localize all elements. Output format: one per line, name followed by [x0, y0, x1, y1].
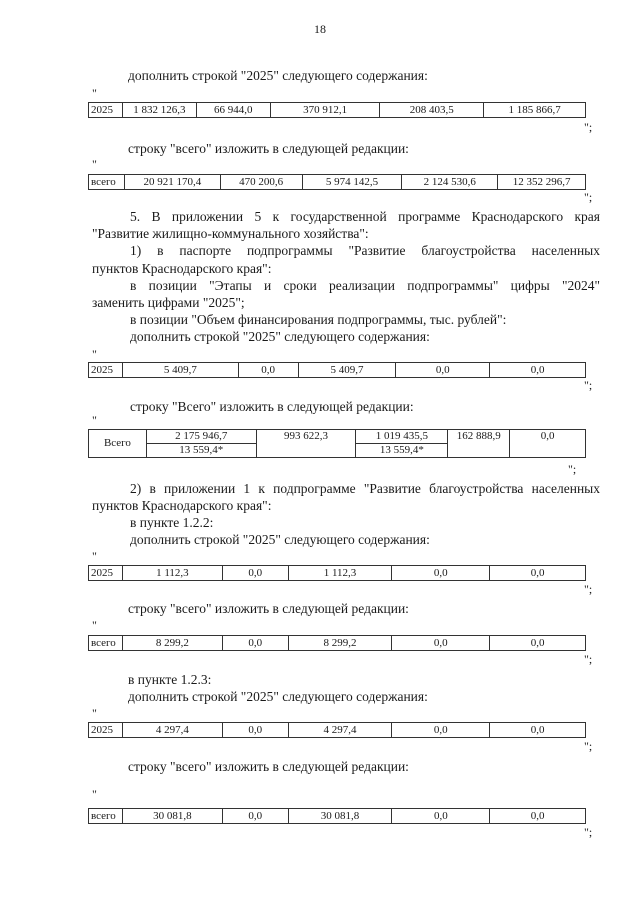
table-total-row: [88, 429, 586, 458]
table-cell: 0,0: [222, 566, 288, 581]
total-row-text: строку "всего" изложить в следующей редакции:: [128, 601, 409, 616]
quote-close: ";: [568, 462, 577, 476]
page-number: 18: [314, 22, 326, 36]
para5-line4: пунктов Краснодарского края":: [92, 261, 272, 276]
quote-close: ";: [584, 739, 593, 753]
table-cell: 0,0: [490, 723, 586, 738]
table-cell: 0,0: [222, 809, 288, 824]
table-cell: 4 297,4: [122, 723, 222, 738]
table-cell: 0,0: [392, 566, 490, 581]
table-total-row: [88, 808, 586, 824]
add-row-2025-text: дополнить строкой "2025" следующего содержания:: [128, 68, 428, 83]
table-row: [89, 723, 586, 738]
table-cell: 2025: [89, 103, 123, 118]
table-cell: 0,0: [490, 566, 586, 581]
table-cell: 1 019 435,5: [356, 430, 448, 444]
add-row-2025-text: дополнить строкой "2025" следующего содержания:: [130, 532, 430, 547]
add-row-2025-text: дополнить строкой "2025" следующего содержания:: [130, 329, 430, 344]
table-row: [89, 363, 586, 378]
total-row-text: строку "всего" изложить в следующей редакции:: [128, 141, 409, 156]
table-cell: 0,0: [222, 636, 288, 651]
quote-open: ": [92, 549, 97, 563]
para2-line2: пунктов Краснодарского края":: [92, 498, 272, 513]
table-cell: 1 832 126,3: [122, 103, 196, 118]
table-cell: 0,0: [222, 723, 288, 738]
table-cell: 1 112,3: [288, 566, 392, 581]
para5-line3: 1) в паспорте подпрограммы "Развитие благоустройства населенных: [130, 243, 600, 258]
para5-line7: в позиции "Объем финансирования подпрограммы, тыс. рублей":: [130, 312, 507, 327]
table-cell: всего: [89, 809, 123, 824]
table-cell: 208 403,5: [380, 103, 484, 118]
table-cell: 0,0: [238, 363, 298, 378]
para5-line1: 5. В приложении 5 к государственной программе Краснодарского края: [130, 209, 600, 224]
table-cell: 0,0: [490, 636, 586, 651]
table-cell: всего: [89, 636, 123, 651]
table-cell: 370 912,1: [270, 103, 380, 118]
table-cell: 2025: [89, 566, 123, 581]
quote-close: ";: [584, 378, 593, 392]
table-cell: 2025: [89, 363, 123, 378]
quote-open: ": [92, 787, 97, 801]
quote-close: ";: [584, 582, 593, 596]
table-cell: 66 944,0: [196, 103, 270, 118]
table-cell: 1 185 866,7: [484, 103, 586, 118]
table-row: [89, 809, 586, 824]
table-row: [89, 175, 586, 190]
table-cell: 30 081,8: [122, 809, 222, 824]
para2-line1: 2) в приложении 1 к подпрограмме "Развитие благоустройства населенных: [130, 481, 600, 496]
table-row: [89, 636, 586, 651]
table-row: [89, 103, 586, 118]
table-total-row: [88, 635, 586, 651]
quote-close: ";: [584, 190, 593, 204]
quote-close: ";: [584, 120, 593, 134]
table-total-row: [88, 174, 586, 190]
table-cell: 470 200,6: [220, 175, 302, 190]
para2-line3: в пункте 1.2.2:: [130, 515, 214, 530]
quote-open: ": [92, 413, 97, 427]
table-cell: 13 559,4*: [356, 444, 448, 458]
table-cell: 4 297,4: [288, 723, 392, 738]
quote-open: ": [92, 157, 97, 171]
table-cell: 162 888,9: [448, 430, 510, 458]
total-row-text: строку "Всего" изложить в следующей редакции:: [130, 399, 414, 414]
table-cell: 8 299,2: [122, 636, 222, 651]
table-2025-row: [88, 362, 586, 378]
quote-open: ": [92, 86, 97, 100]
table-cell: 2 124 530,6: [402, 175, 498, 190]
quote-close: ";: [584, 652, 593, 666]
quote-close: ";: [584, 825, 593, 839]
table-cell: 1 112,3: [122, 566, 222, 581]
add-row-2025-text: дополнить строкой "2025" следующего содержания:: [128, 689, 428, 704]
table-cell: 20 921 170,4: [124, 175, 220, 190]
table-cell: 993 622,3: [256, 430, 356, 458]
table-cell: 2 175 946,7: [146, 430, 256, 444]
para5-line5: в позиции "Этапы и сроки реализации подпрограммы" цифры "2024": [130, 278, 600, 293]
table-2025-row: [88, 102, 586, 118]
table-cell: 0,0: [490, 809, 586, 824]
table-cell: 0,0: [392, 809, 490, 824]
para5-line6: заменить цифрами "2025";: [92, 295, 245, 310]
table-cell: всего: [89, 175, 125, 190]
quote-open: ": [92, 706, 97, 720]
table-cell: Всего: [89, 430, 147, 458]
total-row-text: строку "всего" изложить в следующей редакции:: [128, 759, 409, 774]
table-cell: 30 081,8: [288, 809, 392, 824]
table-cell: 0,0: [392, 723, 490, 738]
table-2025-row: [88, 722, 586, 738]
para2-line4: в пункте 1.2.3:: [128, 672, 212, 687]
table-cell: 0,0: [490, 363, 586, 378]
table-cell: 2025: [89, 723, 123, 738]
table-cell: 8 299,2: [288, 636, 392, 651]
table-cell: 0,0: [392, 636, 490, 651]
table-cell: 13 559,4*: [146, 444, 256, 458]
quote-open: ": [92, 347, 97, 361]
table-cell: 5 409,7: [122, 363, 238, 378]
table-cell: 12 352 296,7: [498, 175, 586, 190]
table-row: [89, 566, 586, 581]
table-row: [89, 430, 586, 444]
para5-line2: "Развитие жилищно-коммунального хозяйства":: [92, 226, 369, 241]
table-cell: 0,0: [510, 430, 586, 458]
table-cell: 0,0: [396, 363, 490, 378]
table-cell: 5 974 142,5: [302, 175, 402, 190]
table-2025-row: [88, 565, 586, 581]
quote-open: ": [92, 618, 97, 632]
table-cell: 5 409,7: [298, 363, 396, 378]
